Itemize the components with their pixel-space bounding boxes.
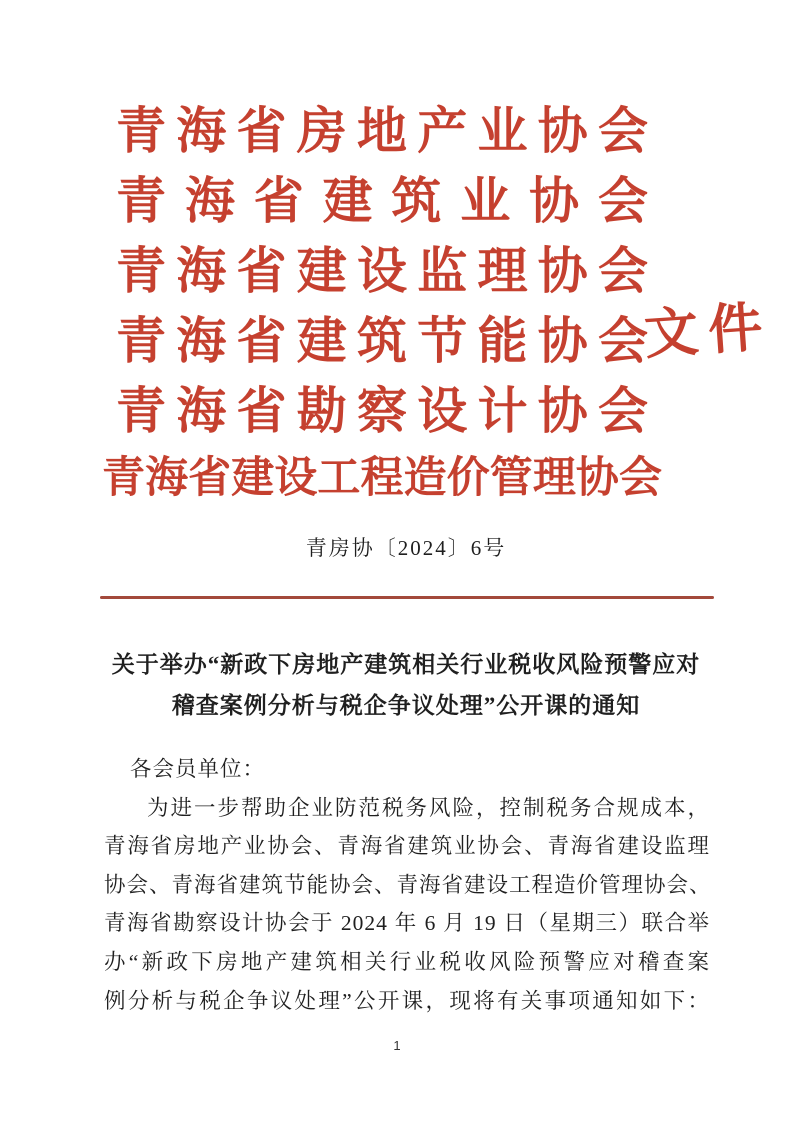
notice-title-line-1: 关于举办“新政下房地产建筑相关行业税收风险预警应对 bbox=[111, 652, 701, 677]
letterhead-line-6: 青海省建设工程造价管理协会 bbox=[102, 455, 662, 502]
body-line: 协会、青海省建筑节能协会、青海省建设工程造价管理协会、 bbox=[104, 872, 712, 897]
page-number: 1 bbox=[393, 1038, 401, 1053]
letterhead-line-4: 青海省建筑节能协会 bbox=[116, 313, 648, 369]
body-line: 办“新政下房地产建筑相关行业税收风险预警应对稽查案 bbox=[104, 949, 710, 974]
letterhead bbox=[102, 96, 662, 512]
document-number: 青房协〔2024〕6号 bbox=[305, 536, 507, 560]
body-line: 青海省房地产业协会、青海省建筑业协会、青海省建设监理 bbox=[104, 834, 710, 859]
document-marker: 文件 bbox=[642, 296, 775, 366]
notice-body bbox=[104, 750, 710, 1020]
letterhead-line-3: 青海省建设监理协会 bbox=[116, 243, 648, 299]
body-line: 例分析与税企争议处理”公开课，现将有关事项通知如下： bbox=[104, 988, 710, 1013]
letterhead-line-1: 青海省房地产业协会 bbox=[116, 103, 648, 159]
notice-title bbox=[92, 644, 720, 726]
letterhead-line-2: 青海省建筑业协会 bbox=[116, 173, 648, 229]
body-line: 青海省勘察设计协会于 2024 年 6 月 19 日（星期三）联合举 bbox=[104, 911, 710, 936]
body-line: 为进一步帮助企业防范税务风险，控制税务合规成本， bbox=[147, 795, 710, 820]
red-divider-line bbox=[100, 596, 714, 599]
letterhead-line-5: 青海省勘察设计协会 bbox=[116, 383, 648, 439]
salutation: 各会员单位： bbox=[130, 757, 266, 781]
notice-title-line-2: 稽查案例分析与税企争议处理”公开课的通知 bbox=[171, 693, 641, 718]
